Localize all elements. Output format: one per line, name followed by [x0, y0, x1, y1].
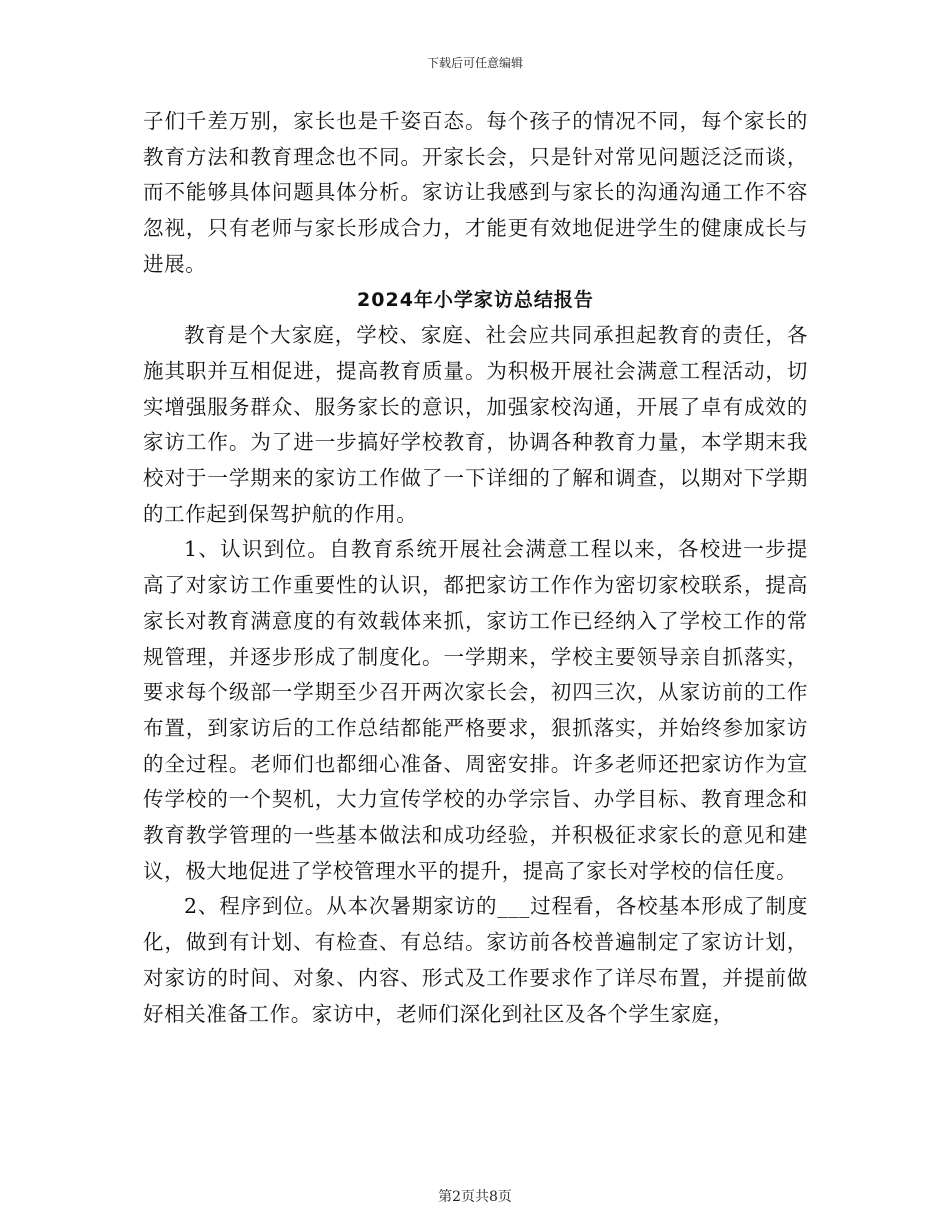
section-title: 2024年小学家访总结报告: [357, 288, 594, 311]
document-body: [143, 104, 808, 1032]
paragraph-continuation: 子们千差万别，家长也是千姿百态。每个孩子的情况不同，每个家长的教育方法和教育理念也不同。开家长会，只是针对常见问题泛泛而谈，而不能够具体问题具体分析。家访让我感到与家长的沟通沟通工作不容忽视，只有老师与家长形成合力，才能更有效地促进学生的健康成长与进展。: [143, 109, 808, 276]
page-header: 下载后可任意编辑: [426, 56, 523, 70]
page-footer: 第2页共8页: [438, 1189, 512, 1205]
paragraph-intro: 教育是个大家庭，学校、家庭、社会应共同承担起教育的责任，各施其职并互相促进，提高教育质量。为积极开展社会满意工程活动，切实增强服务群众、服务家长的意识，加强家校沟通，开展了卓有成效的家访工作。为了进一步搞好学校教育，协调各种教育力量，本学期末我校对于一学期来的家访工作做了一下详细的了解和调查，以期对下学期的工作起到保驾护航的作用。: [143, 323, 808, 526]
paragraph-point-2: 2、程序到位。从本次暑期家访的___过程看，各校基本形成了制度化，做到有计划、有检查、有总结。家访前各校普遍制定了家访计划，对家访的时间、对象、内容、形式及工作要求作了详尽布置，并提前做好相关准备工作。家访中，老师们深化到社区及各个学生家庭，: [143, 894, 808, 1026]
paragraph-point-1: 1、认识到位。自教育系统开展社会满意工程以来，各校进一步提高了对家访工作重要性的认识，都把家访工作作为密切家校联系，提高家长对教育满意度的有效载体来抓，家访工作已经纳入了学校工作的常规管理，并逐步形成了制度化。一学期来，学校主要领导亲自抓落实，要求每个级部一学期至少召开两次家长会，初四三次，从家访前的工作布置，到家访后的工作总结都能严格要求，狠抓落实，并始终参加家访的全过程。老师们也都细心准备、周密安排。许多老师还把家访作为宣传学校的一个契机，大力宣传学校的办学宗旨、办学目标、教育理念和教育教学管理的一些基本做法和成功经验，并积极征求家长的意见和建议，极大地促进了学校管理水平的提升，提高了家长对学校的信任度。: [143, 537, 808, 883]
